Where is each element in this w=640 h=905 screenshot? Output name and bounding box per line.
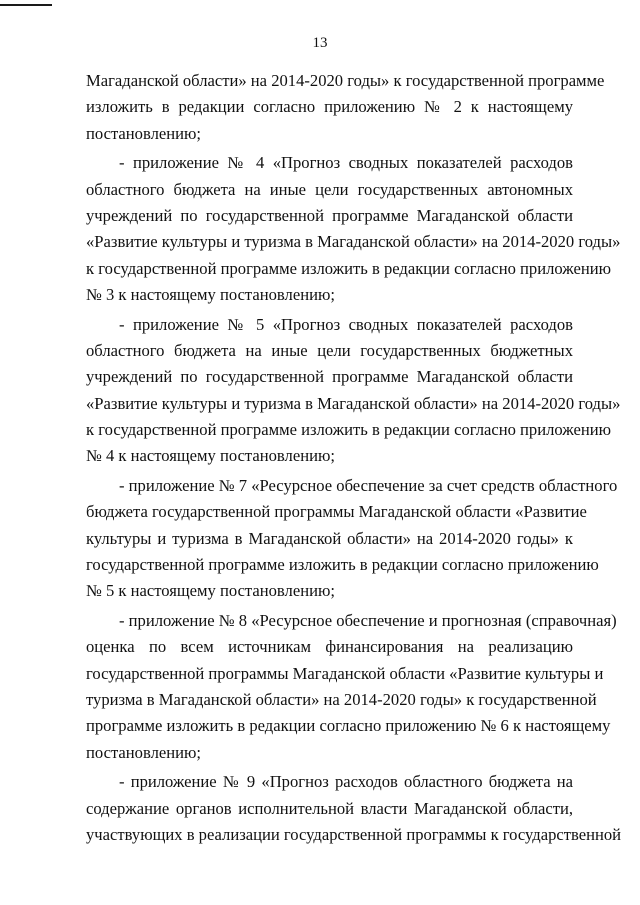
text-line: «Развитие культуры и туризма в Магаданской области» на 2014-2020 годы» <box>86 393 621 413</box>
text-line: «Развитие культуры и туризма в Магаданской области» на 2014-2020 годы» <box>86 232 621 252</box>
paragraph <box>86 150 621 308</box>
page-number: 13 <box>312 35 328 51</box>
document-body <box>86 68 622 848</box>
paragraph <box>86 769 622 848</box>
text-line: областного бюджета на иные цели государственных бюджетных <box>86 340 573 360</box>
text-line: № 5 к настоящему постановлению; <box>86 581 335 601</box>
text-line: участвующих в реализации государственной программы к государственной <box>86 824 622 844</box>
paragraph <box>86 473 618 605</box>
corner-rule <box>0 4 52 6</box>
text-line: бюджета государственной программы Магаданской области «Развитие <box>86 502 587 522</box>
text-line: № 4 к настоящему постановлению; <box>86 446 335 466</box>
text-line: - приложение № 7 «Ресурсное обеспечение за счет средств областного <box>119 475 618 495</box>
text-line: к государственной программе изложить в редакции согласно приложению <box>86 420 612 440</box>
text-line: туризма в Магаданской области» на 2014-2020 годы» к государственной <box>86 689 597 709</box>
text-line: областного бюджета на иные цели государственных автономных <box>86 179 573 199</box>
text-line: государственной программы Магаданской области «Развитие культуры и <box>86 663 604 683</box>
text-line: к государственной программе изложить в редакции согласно приложению <box>86 258 612 278</box>
text-line: государственной программе изложить в редакции согласно приложению <box>86 555 599 575</box>
text-line: учреждений по государственной программе Магаданской области <box>86 367 573 387</box>
text-line: оценка по всем источникам финансирования на реализацию <box>86 637 573 657</box>
text-line: № 3 к настоящему постановлению; <box>86 285 335 305</box>
paragraph <box>86 68 605 147</box>
text-line: культуры и туризма в Магаданской области» на 2014-2020 годы» к <box>86 528 573 548</box>
text-line: - приложение № 8 «Ресурсное обеспечение и прогнозная (справочная) <box>119 610 617 630</box>
text-line: - приложение № 5 «Прогноз сводных показателей расходов <box>119 314 573 334</box>
text-line: содержание органов исполнительной власти Магаданской области, <box>86 798 573 818</box>
paragraph <box>86 608 617 766</box>
text-line: изложить в редакции согласно приложению № 2 к настоящему <box>86 97 573 117</box>
text-line: программе изложить в редакции согласно приложению № 6 к настоящему <box>86 716 611 736</box>
text-line: - приложение № 4 «Прогноз сводных показателей расходов <box>119 153 573 173</box>
text-line: Магаданской области» на 2014-2020 годы» к государственной программе <box>86 71 605 90</box>
text-line: постановлению; <box>86 123 201 143</box>
text-line: учреждений по государственной программе Магаданской области <box>86 205 573 225</box>
text-line: - приложение № 9 «Прогноз расходов областного бюджета на <box>119 772 573 792</box>
text-line: постановлению; <box>86 742 201 762</box>
paragraph <box>86 312 621 470</box>
